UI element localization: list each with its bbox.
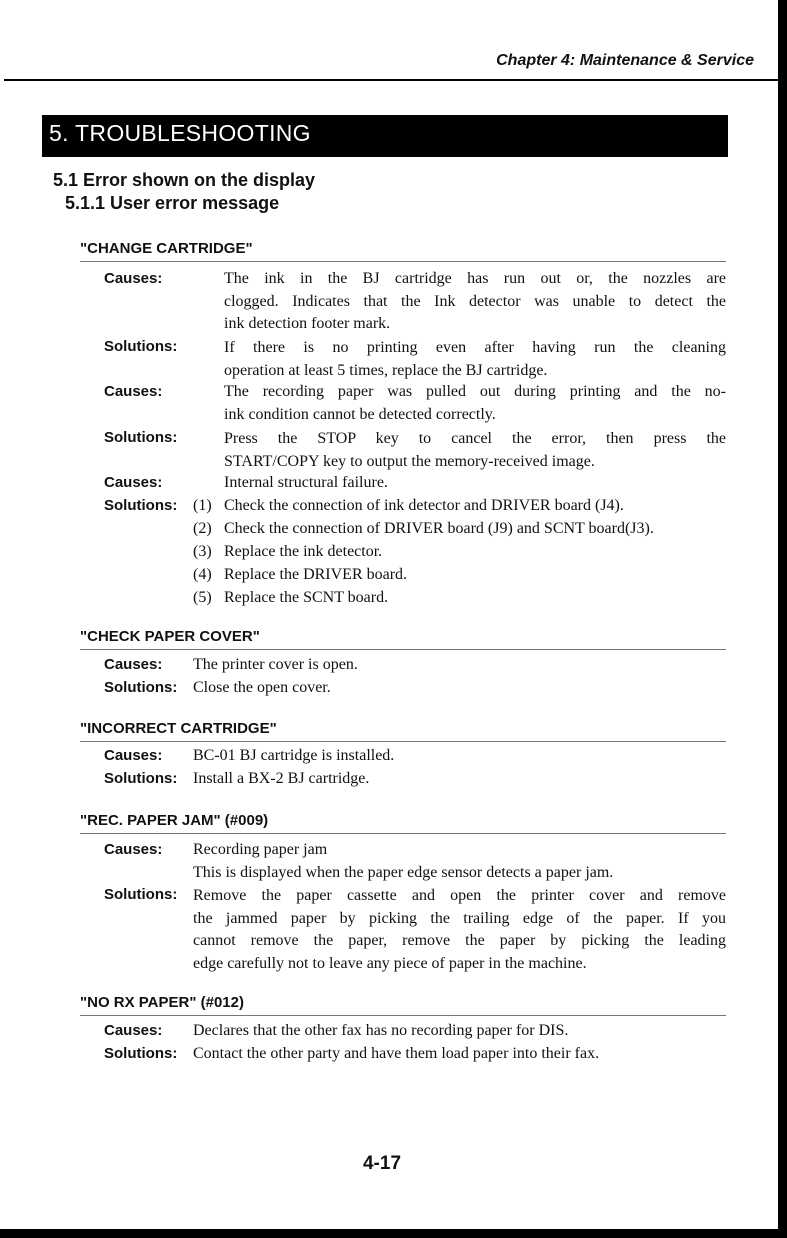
cause-text: The printer cover is open. [193,656,358,673]
causes-label: Causes: [104,474,163,491]
solutions-label: Solutions: [104,886,178,903]
solutions-label: Solutions: [104,1045,178,1062]
solutions-label: Solutions: [104,770,178,787]
page-bottom-edge [0,1229,787,1238]
solution-text: Contact the other party and have them load paper into their fax. [193,1045,600,1062]
topic-rule [80,1015,726,1016]
topic-rule [80,649,726,650]
causes-label: Causes: [104,383,163,400]
topic-rule [80,833,726,834]
step-text: Check the connection of DRIVER board (J9) and SCNT board(J3). [224,520,654,537]
causes-label: Causes: [104,1022,163,1039]
cause-text: The ink in the BJ cartridge has run out or, the nozzles are clogged. Indicates that the Ink detector was unable to detect the ink detection footer mark. [224,270,726,332]
solutions-label: Solutions: [104,338,178,355]
solution-text: Press the STOP key to cancel the error, then press the START/COPY key to output the memory-received image. [224,430,726,470]
cause-text: Recording paper jam This is displayed when the paper edge sensor detects a paper jam. [193,841,614,881]
topic-rec-paper-jam: "REC. PAPER JAM" (#009) [80,812,269,829]
cause-text: Declares that the other fax has no recording paper for DIS. [193,1022,569,1039]
topic-incorrect-cartridge: "INCORRECT CARTRIDGE" [80,720,277,737]
solution-text: Install a BX-2 BJ cartridge. [193,770,370,787]
step-number: (3) [193,543,212,560]
step-number: (2) [193,520,212,537]
subsection-heading: 5.1.1 User error message [65,193,280,213]
topic-rule [80,261,726,262]
solution-text: If there is no printing even after having run the cleaning operation at least 5 times, replace the BJ cartridge. [224,339,726,379]
topic-no-rx-paper: "NO RX PAPER" (#012) [80,994,244,1011]
step-text: Check the connection of ink detector and DRIVER board (J4). [224,497,624,514]
page-right-edge [778,0,787,1238]
page-number: 4-17 [362,1153,402,1174]
solution-text: Close the open cover. [193,679,331,696]
section-banner: 5. TROUBLESHOOTING [42,115,728,157]
solution-text: Remove the paper cassette and open the printer cover and remove the jammed paper by picking the trailing edge of the paper. If you cannot remove the paper, remove the paper by picking the leading edge carefully not to leave any piece of paper in the machine. [193,887,726,972]
cause-text: The recording paper was pulled out during printing and the no- ink condition cannot be detected correctly. [224,383,726,423]
chapter-header: Chapter 4: Maintenance & Service [496,52,754,69]
solutions-label: Solutions: [104,679,178,696]
step-text: Replace the ink detector. [224,543,383,560]
step-text: Replace the DRIVER board. [224,566,408,583]
causes-label: Causes: [104,270,163,287]
solutions-label: Solutions: [104,497,178,514]
causes-label: Causes: [104,841,163,858]
step-number: (5) [193,589,212,606]
cause-text: BC-01 BJ cartridge is installed. [193,747,395,764]
section-heading: 5.1 Error shown on the display [53,170,316,190]
causes-label: Causes: [104,747,163,764]
topic-rule [80,741,726,742]
step-text: Replace the SCNT board. [224,589,389,606]
step-number: (1) [193,497,212,514]
cause-text: Internal structural failure. [224,474,388,491]
header-rule [4,79,778,81]
solutions-label: Solutions: [104,429,178,446]
step-number: (4) [193,566,212,583]
causes-label: Causes: [104,656,163,673]
topic-check-paper-cover: "CHECK PAPER COVER" [80,628,260,645]
topic-change-cartridge: "CHANGE CARTRIDGE" [80,240,253,257]
